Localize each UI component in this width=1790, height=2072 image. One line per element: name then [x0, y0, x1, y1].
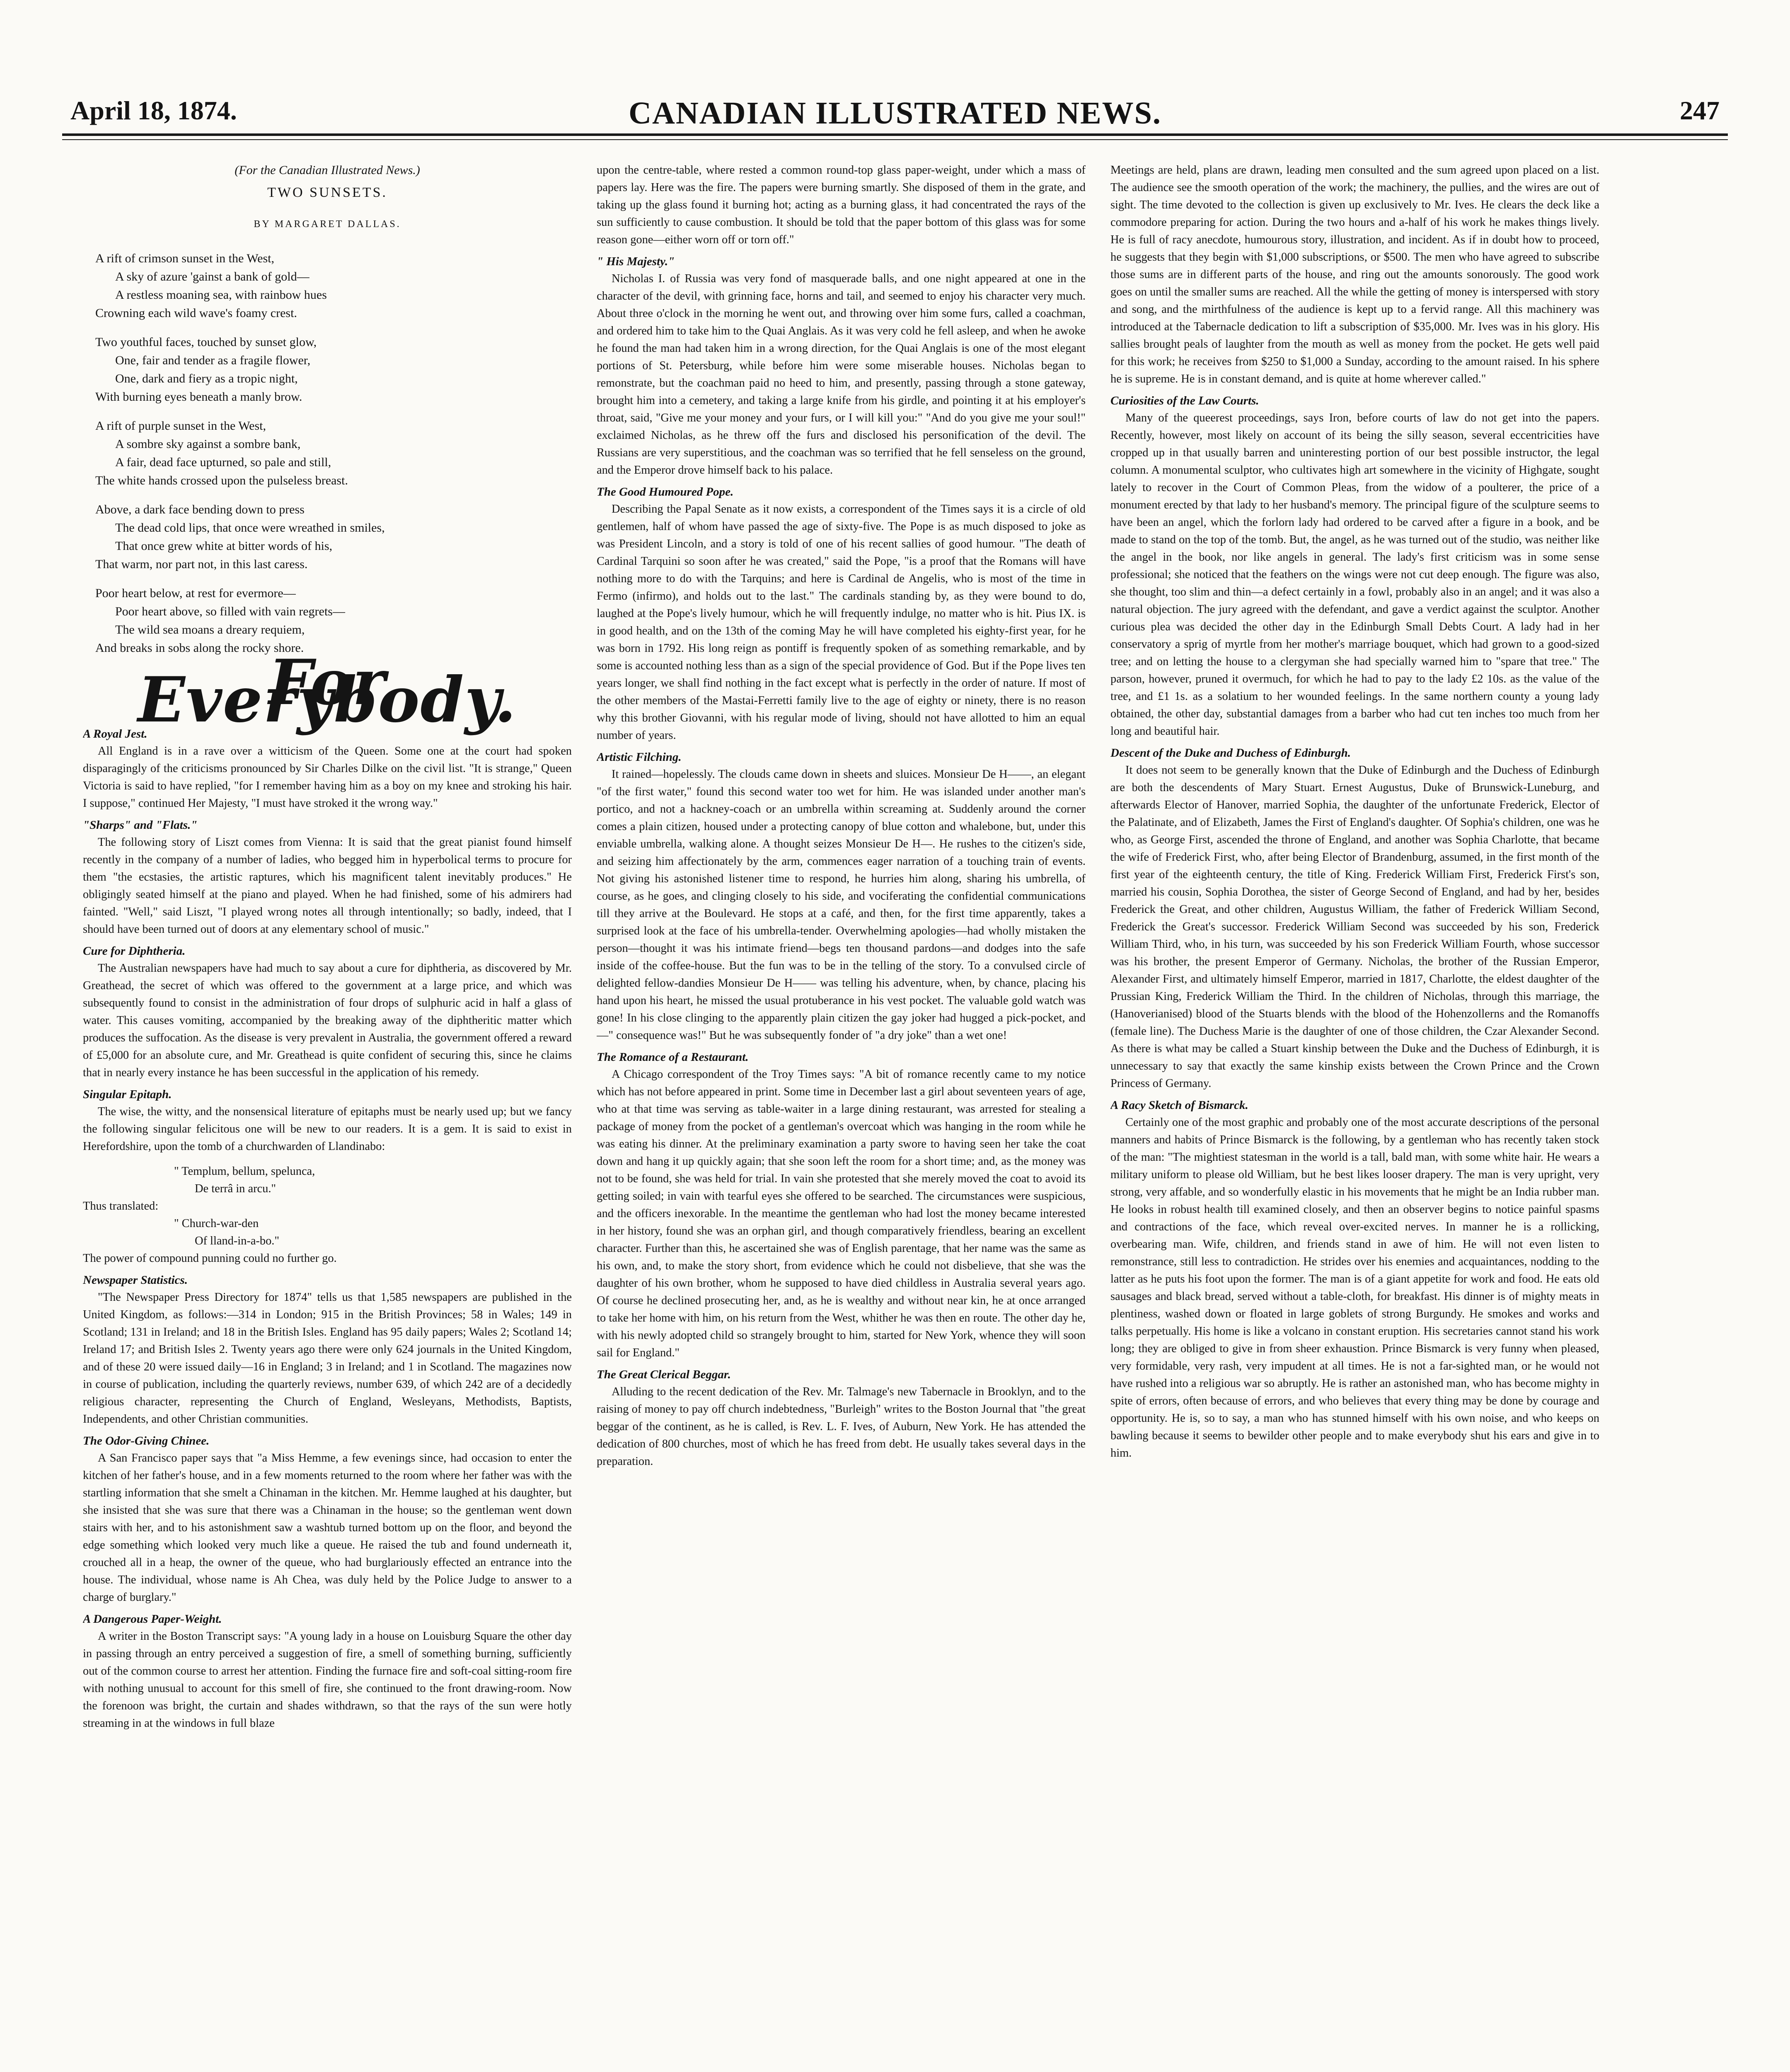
poem-line: That once grew white at bitter words of his,	[115, 539, 333, 553]
article-body: upon the centre-table, where rested a common round-top glass paper-weight, under which a mass of papers lay. Here was the fire. The papers were burning smartly. She disposed of them in the grate, and taking up the glass found it burning hot; acting as a burning glass, it had concentrated the rays of the sun sufficiently to cause combustion. It should be told that the paper bottom of this glass was for some reason gone—either worn off or torn off."	[597, 164, 1086, 246]
article-heading: The Good Humoured Pope.	[597, 485, 734, 499]
poem-line: One, fair and tender as a fragile flower,	[115, 353, 311, 367]
article-body: The power of compound punning could no further go.	[83, 1252, 337, 1265]
poem-line: A fair, dead face upturned, so pale and still,	[115, 455, 331, 469]
article-heading: A Dangerous Paper-Weight.	[83, 1612, 222, 1626]
epitaph-line: Of lland-in-a-bo."	[195, 1234, 279, 1247]
poem-line: A rift of purple sunset in the West,	[95, 419, 266, 433]
page-number: 247	[1680, 96, 1720, 125]
masthead-rule-thin	[62, 139, 1728, 140]
poem-stanza	[95, 417, 572, 490]
article-heading: The Odor-Giving Chinee.	[83, 1434, 210, 1447]
article-heading: "Sharps" and "Flats."	[83, 818, 198, 832]
column-3	[1110, 162, 1599, 2072]
article-body: A San Francisco paper says that "a Miss Hemme, a few evenings since, had occasion to enter the kitchen of her father's house, and in a few moments returned to the room where her father was with the startling information that she smelt a Chinaman in the kitchen. Mr. Hemme laughed at his daughter, but she insisted that she was sure that there was a Chinaman in the house; so the gentleman went down stairs with her, and to his astonishment saw a washtub turned bottom up on the floor, and beyond the edge something which looked very much like a queue. He raised the tub and found underneath it, crouched all in a heap, the owner of the queue, who had burglariously effected an entrance into the house. The individual, whose name is Ah Chea, was duly held by the Police Judge to answer to a charge of burglary."	[83, 1452, 572, 1604]
epitaph-line: " Templum, bellum, spelunca,	[174, 1165, 315, 1178]
poem-stanzas	[83, 249, 572, 657]
poem-line: Two youthful faces, touched by sunset glow,	[95, 335, 317, 349]
article-body: Describing the Papal Senate as it now exists, a correspondent of the Times says it is a circle of old gentlemen, half of whom have passed the age of sixty-five. The Pope is as much disposed to joke as was President Lincoln, and a story is told of one of his recent sallies of good humour. "The death of Cardinal Tarquini so soon after he was created," said the Pope, "is a proof that the Romans will have nothing more to do with the Tarquins; and here is Cardinal de Angelis, who is most of the time in Fermo (infirmo), and holds out to the last." The cardinals standing by, as they were bound to do, laughed at the Pope's lively humour, which he will frequently indulge, no matter who is hit. Pius IX. is in good health, and on the 13th of the coming May he will have completed his eighty-first year, for he was born in 1792. His long reign as pontiff is frequently spoken of as something remarkable, and by some is accounted nothing less than as a sign of the special providence of God. But if the Pope lives ten years longer, we shall find nothing in the fact except what is perfectly in the order of nature. If most of the other members of the Mastai-Ferretti family live to the age of eighty or ninety, there is no reason why this brother Giovanni, with his regular mode of living, should not have allotted to him an equal number of years.	[597, 503, 1086, 742]
masthead-rule	[62, 133, 1728, 136]
article-heading: A Racy Sketch of Bismarck.	[1110, 1099, 1248, 1112]
issue-date: April 18, 1874.	[70, 96, 237, 125]
epitaph-line: De terrâ in arcu."	[195, 1182, 276, 1195]
article-heading: Newspaper Statistics.	[83, 1273, 188, 1287]
article-body: Certainly one of the most graphic and probably one of the most accurate descriptions of the personal manners and habits of Prince Bismarck is the following, by a gentleman who has recently taken stock of the man: "The mightiest statesman in the world is a tall, bald man, with some white hair. He wears a military uniform to please old William, but he best likes looser drapery. The man is very upright, very strong, very affable, and so wonderfully elastic in his movements that he might be an India rubber man. He looks in robust health till examined closely, and then an observer begins to notice painful spasms and contractions of the face, which reveal over-excited nerves. In manner he is a rollicking, overbearing man. Wife, children, and friends stand in awe of him. He will not even listen to remonstrance, still less to contradiction. He strides over his enemies and acquaintances, nodding to the latter as he puts his foot upon the former. The man is of a giant appetite for work and food. He eats old sausages and black bread, served without a table-cloth, for breakfast. His dinner is of mighty meats in plentiness, washed down or floated in large goblets of strong Burgundy. He smokes and works and talks perpetually. His home is like a volcano in constant eruption. His secretaries cannot stand his work long; they are obliged to give in from sheer exhaustion. Prince Bismarck is very funny when pleased, very formidable, very rash, very impudent at all times. He is not a far-sighted man, or he would not have rushed into a religious war so abruptly. He is rather an astonished man, who has become mighty in spite of errors, often because of errors, and who believes that every thing may be done by courage and opportunity. He is, so to say, a man who has stunned himself with his own noise, and who keeps on bawling because it seems to bewilder other people and to make everybody shut his ears and give in to him.	[1110, 1116, 1599, 1460]
article-body: A writer in the Boston Transcript says: "A young lady in a house on Louisburg Square the other day in passing through an entry perceived a suggestion of fire, a smell of something burning, sufficiently out of the common course to arrest her attention. Finding the furnace fire and soft-coal sitting-room fire with nothing unusual to account for this smell of fire, she continued to the front drawing-room. Now the forenoon was bright, the curtain and shades withdrawn, so that the rays of the sun were hotly streaming in at the windows in full blaze	[83, 1630, 572, 1730]
poem-line: The white hands crossed upon the pulseless breast.	[95, 474, 348, 487]
poem-source: (For the Canadian Illustrated News.)	[235, 163, 420, 177]
poem-stanza	[95, 249, 572, 322]
article-heading: The Great Clerical Beggar.	[597, 1368, 731, 1381]
article-body: It rained—hopelessly. The clouds came down in sheets and sluices. Monsieur De H——, an elegant "of the first water," found this second water too wet for him. He was islanded under another man's portico, and not a hackney-coach or an umbrella within screaming at. Suddenly around the corner comes a plain citizen, housed under a protecting canopy of blue cotton and whalebone, but, under this enviable umbrella, walking alone. A thought seizes Monsieur De H—. He rushes to the citizen's side, and seizing him affectionately by the arm, commences eager narration of a touching train of events. Not giving his astonished listener time to respond, he hurries him along, sharing his umbrella, of course, as he goes, and clinging closely to his side, and vociferating the confidential communications till they arrive at the Boulevard. He stops at a café, and then, for the first time apparently, takes a surprised look at the face of his umbrella-tender. Overwhelming apologies—had wholly mistaken the person—thought it was his intimate friend—begs ten thousand pardons—and dodges into the safe inside of the coffee-house. But the fun was to be in the telling of the story. To a convulsed circle of delighted fellow-dandies Monsieur De H—— was telling his adventure, when, by chance, placing his hand upon his heart, he missed the usual protuberance in his vest pocket. The valuable gold watch was gone! In his close clinging to the apparently plain citizen the gay joker had hugged a pick-pocket, and—" consequence was!" But he was subsequently fonder of "a dry joke" than a wet one!	[597, 768, 1086, 1042]
poem-line: With burning eyes beneath a manly brow.	[95, 390, 302, 404]
article-body: "The Newspaper Press Directory for 1874" tells us that 1,585 newspapers are published in the United Kingdom, as follows:—314 in London; 915 in the British Provinces; 58 in Wales; 149 in Scotland; 131 in Ireland; and 18 in the British Isles. England has 95 daily papers; Wales 2; Scotland 14; Ireland 17; and British Isles 2. Twenty years ago there were only 624 journals in the United Kingdom, and of these 20 were issued daily—16 in England; 3 in Ireland; and 1 in Scotland. The magazines now in course of publication, including the quarterly reviews, number 639, of which 242 are of a decidedly religious character, representing the Church of England, Wesleyans, Methodists, Baptists, Independents, and other Christian communities.	[83, 1291, 572, 1426]
epitaph-line: " Church-war-den	[174, 1217, 259, 1230]
poem-line: A sombre sky against a sombre bank,	[115, 437, 301, 451]
poem-line: A rift of crimson sunset in the West,	[95, 252, 274, 265]
poem-byline: BY MARGARET DALLAS.	[254, 219, 401, 230]
column-1	[83, 162, 572, 2072]
poem-line: Crowning each wild wave's foamy crest.	[95, 306, 297, 320]
poem-title: TWO SUNSETS.	[267, 185, 387, 200]
article-body: Nicholas I. of Russia was very fond of masquerade balls, and one night appeared at one in the character of the devil, with grinning face, horns and tail, and seemed to enjoy his character very much. About three o'clock in the morning he went out, and throwing over him some furs, called a coachman, and ordered him to take him to the Quai Anglais. As it was very cold he fell asleep, and when he awoke he found the man had taken him in a wrong direction, for the Quai Anglais is one of the most elegant portions of St. Petersburg, while before him were some miserable houses. Nicholas began to remonstrate, but the coachman paid no heed to him, and presently, passing through a stone gateway, brought him into a cemetery, and taking a large knife from his girdle, and pointing it at his employer's throat, said, "Give me your money and your furs, or I will kill you:" "And do you give me your soul!" exclaimed Nicholas, as he threw off the furs and disclosed his personification of the devil. The Russians are very superstitious, and the coachman was so terrified that he fell senseless on the ground, and the Emperor drove himself back to his palace.	[597, 272, 1086, 477]
article-body: A Chicago correspondent of the Troy Times says: "A bit of romance recently came to my notice which has not before appeared in print. Some time in December last a girl about seventeen years of age, who at that time was serving as table-waiter in a large dining restaurant, was arrested for stealing a package of money from the pocket of a gentleman's overcoat which was hanging in the room while he was eating his dinner. At the preliminary examination a party swore to having seen her take the coat down and hang it up quickly again; that she soon left the room for a short time; and, as the money was not to be found, she was held for trial. In vain she protested that she merely moved the coat to avoid its getting soiled; in vain with tearful eyes she offered to be searched. The circumstances were suspicious, and the officers inexorable. In the meantime the gentleman who had lost the money became interested in her history, found she was an orphan girl, and though comparatively friendless, bearing an excellent character. Further than this, he ascertained she was of English parentage, that her name was the same as his own, and, to make the story short, from evidence which he could not disbelieve, that she was the daughter of his own brother, whom he supposed to have died childless in Australia several years ago. Of course he declined prosecuting her, and, as he is wealthy and without near kin, he at once arranged to take her home with him, on his return from the West, whither he was then en route. The other day he, with his newly adopted child so strangely brought to him, started for New York, whence they will soon sail for England."	[597, 1068, 1086, 1359]
article-heading: " His Majesty."	[597, 255, 675, 268]
poem-line: Poor heart above, so filled with vain regrets—	[115, 605, 345, 618]
article-body: Thus translated:	[83, 1200, 159, 1213]
article-body: Many of the queerest proceedings, says Iron, before courts of law do not get into the papers. Recently, however, most likely on account of its being the silly season, several eccentricities have cropped up in that usually barren and uninteresting portion of our best possible instructor, the legal column. A monumental sculptor, who cultivates high art somewhere in the vicinity of Highgate, sought lately to recover in the Court of Common Pleas, from the widow of a poulterer, the price of a monument erected by that lady to her husband's memory. The principal figure of the sculpture seems to have been an angel, which the forlorn lady had ordered to be carved after a figure in a book, and be made to stand on the top of the tomb. But, the angel, as he was turned out of the studio, was neither like the angel in the book, nor like angels in general. The lady's first criticism was in some sense professional; she noticed that the feathers on the wings were not cut deep enough. The figure was also, she thought, too slim and thin—a defect certainly in a fowl, probably also in an angel; and it was also a natural objection. The jury agreed with the defendant, and gave a verdict against the sculptor. Another curious plea was decided the other day in the Edinburgh Small Debts Court. A lady had in her conservatory a sprig of myrtle from her mother's marriage bouquet, which had grown to a good-sized tree; and on letting the house to a clergyman she had specially warned him to "spare that tree." The parson, however, pruned it overmuch, for which he had to pay to the lady £2 10s. as the value of the tree, and £1 1s. as a solatium to her wounded feelings. In the same northern county a young lady obtained, the other day, substantial damages from a barber who had cut ten inches too much from her long and beautiful hair.	[1110, 411, 1599, 738]
article-body: The following story of Liszt comes from Vienna: It is said that the great pianist found himself recently in the company of a number of ladies, who begged him in hyperbolical terms to procure for them "the ecstasies, the artistic raptures, which his magnificent talent inevitably produces." He obligingly seated himself at the piano and played. When he had finished, some of his admirers had fainted. "Well," said Liszt, "I played wrong notes all through intentionally; so badly, indeed, that I should have been turned out of doors at any elementary school of music."	[83, 836, 572, 936]
article-body: The wise, the witty, and the nonsensical literature of epitaphs must be nearly used up; but we fancy the following singular felicitous one will be new to our readers. It is a gem. It is said to exist in Herefordshire, upon the tomb of a churchwarden of Llandinabo:	[83, 1105, 572, 1153]
article-heading: Cure for Diphtheria.	[83, 944, 186, 958]
poem-line: Above, a dark face bending down to press	[95, 503, 305, 516]
article-heading: Descent of the Duke and Duchess of Edinburgh.	[1110, 746, 1351, 760]
poem-line: Poor heart below, at rest for evermore—	[95, 586, 296, 600]
article-body: The Australian newspapers have had much to say about a cure for diphtheria, as discovered by Mr. Greathead, the secret of which was offered to the government at a large price, and which was subsequently found to consist in the administration of four drops of sulphuric acid in half a glass of water. This causes vomiting, accompanied by the breaking away of the diphtheritic matter which produces the suffocation. As the disease is very prevalent in Australia, the government offered a reward of £5,000 for an absolute cure, and Mr. Greathead is quite confident of securing this, since he claims that in nearly every instance he has been successful in the application of his remedy.	[83, 962, 572, 1079]
article-heading: The Romance of a Restaurant.	[597, 1051, 749, 1064]
article-heading: A Royal Jest.	[83, 727, 148, 741]
poem-line: That warm, nor part not, in this last caress.	[95, 557, 308, 571]
masthead	[62, 87, 1728, 133]
article-heading: Singular Epitaph.	[83, 1088, 172, 1101]
poem-line: A restless moaning sea, with rainbow hues	[115, 288, 327, 302]
poem-line: A sky of azure 'gainst a bank of gold—	[115, 270, 310, 283]
article-body: It does not seem to be generally known that the Duke of Edinburgh and the Duchess of Edinburgh are both the descendents of Mary Stuart. Ernest Augustus, Duke of Brunswick-Luneburg, and afterwards Elector of Hanover, married Sophia, the daughter of the unfortunate Frederick, Elector of the Palatinate, and of Elizabeth, James the First of England's daughter. Of Sophia's children, one was he who, as George First, ascended the throne of England, and another was Sophia Charlotte, that became the wife of Frederick First, who, after being Elector of Brandenburg, assumed, in the first month of the first year of the eighteenth century, the title of King. Frederick William First, Frederick First's son, married his cousin, Sophia Dorothea, the sister of George Second of England, and had by her, besides Frederick the Great, and other children, Augustus William, the father of Frederick William Second, Frederick the Great's successor. Frederick William Second was succeeded by his son, Frederick William Third, who, in his turn, was succeeded by his son Frederick William Fourth, whose successor was his brother, the present Emperor of Germany. Nicholas, the brother of the Russian Emperor, Alexander First, and ultimately himself Emperor, married in 1817, Charlotte, the eldest daughter of the Prussian King, Frederick William the Third. In the children of Nicholas, through this marriage, the (Hanoverianised) blood of the Stuarts blends with the blood of the Hohenzollerns and the Romanoffs (female line). The Duchess Marie is the daughter of one of those children, the Czar Alexander Second. As there is what may be called a Stuart kinship between the Duke and the Duchess of Edinburgh, it is unnecessary to say that exactly the same kinship exists between the Crown Prince and the Crown Princess of Germany.	[1110, 764, 1599, 1090]
article-heading: Artistic Filching.	[597, 750, 682, 764]
article-body: Alluding to the recent dedication of the Rev. Mr. Talmage's new Tabernacle in Brooklyn, and to the raising of money to pay off church indebtedness, "Burleigh" writes to the Boston Journal that "the great beggar of the continent, as he is called, is Rev. L. F. Ives, of Auburn, New York. He has attended the dedication of 800 churches, most of which he has freed from debt. He usually takes several days in the preparation.	[597, 1385, 1086, 1468]
newspaper-title: CANADIAN ILLUSTRATED NEWS.	[629, 96, 1161, 131]
poem-stanza	[95, 333, 572, 406]
column-2	[597, 162, 1086, 2072]
poem-line: The wild sea moans a dreary requiem,	[115, 623, 305, 637]
article-body: Meetings are held, plans are drawn, leading men consulted and the sum agreed upon placed on a list. The audience see the smooth operation of the work; the machinery, the pullies, and the wires are out of sight. The time devoted to the collection is given up exclusively to Mr. Ives. He clears the deck like a commodore preparing for action. During the two hours and a-half of his work he makes things lively. He is full of racy anecdote, humourous story, illustration, and incident. As if in doubt how to proceed, he suggests that they begin with $1,000 subscriptions, or $500. The men who have agreed to subscribe those sums are in different parts of the house, and ring out the amounts sonorously. The good work goes on until the smaller sums are reached. All the while the getting of money is interspersed with story and song, and the mirthfulness of the audience is kept up to a fervid range. All this machinery was introduced at the Tabernacle dedication to lift a subscription of $35,000. Mr. Ives was in his glory. His sallies brought peals of laughter from the mouth as well as money from the pocket. He gets well paid for this work; he receives from $250 to $1,000 a Sunday, according to the amount raised. In his sphere he is supreme. He is in constant demand, and is quite at home wherever called."	[1110, 164, 1599, 385]
poem-line: One, dark and fiery as a tropic night,	[115, 372, 298, 385]
poem-stanza	[95, 501, 572, 574]
article-heading: Curiosities of the Law Courts.	[1110, 394, 1259, 407]
poem-line: The dead cold lips, that once were wreathed in smiles,	[115, 521, 385, 535]
section-heading: For Everybody.	[138, 646, 517, 736]
poem-line: And breaks in sobs along the rocky shore.	[95, 641, 304, 655]
article-body: All England is in a rave over a witticism of the Queen. Some one at the court had spoken disparagingly of the criticisms pronounced by Sir Charles Dilke on the civil list. "It is strange," Queen Victoria is said to have replied, "for I remember having him as a boy on my knee and stroking his hair. I suppose," continued Her Majesty, "I must have stroked it the wrong way."	[83, 745, 572, 810]
